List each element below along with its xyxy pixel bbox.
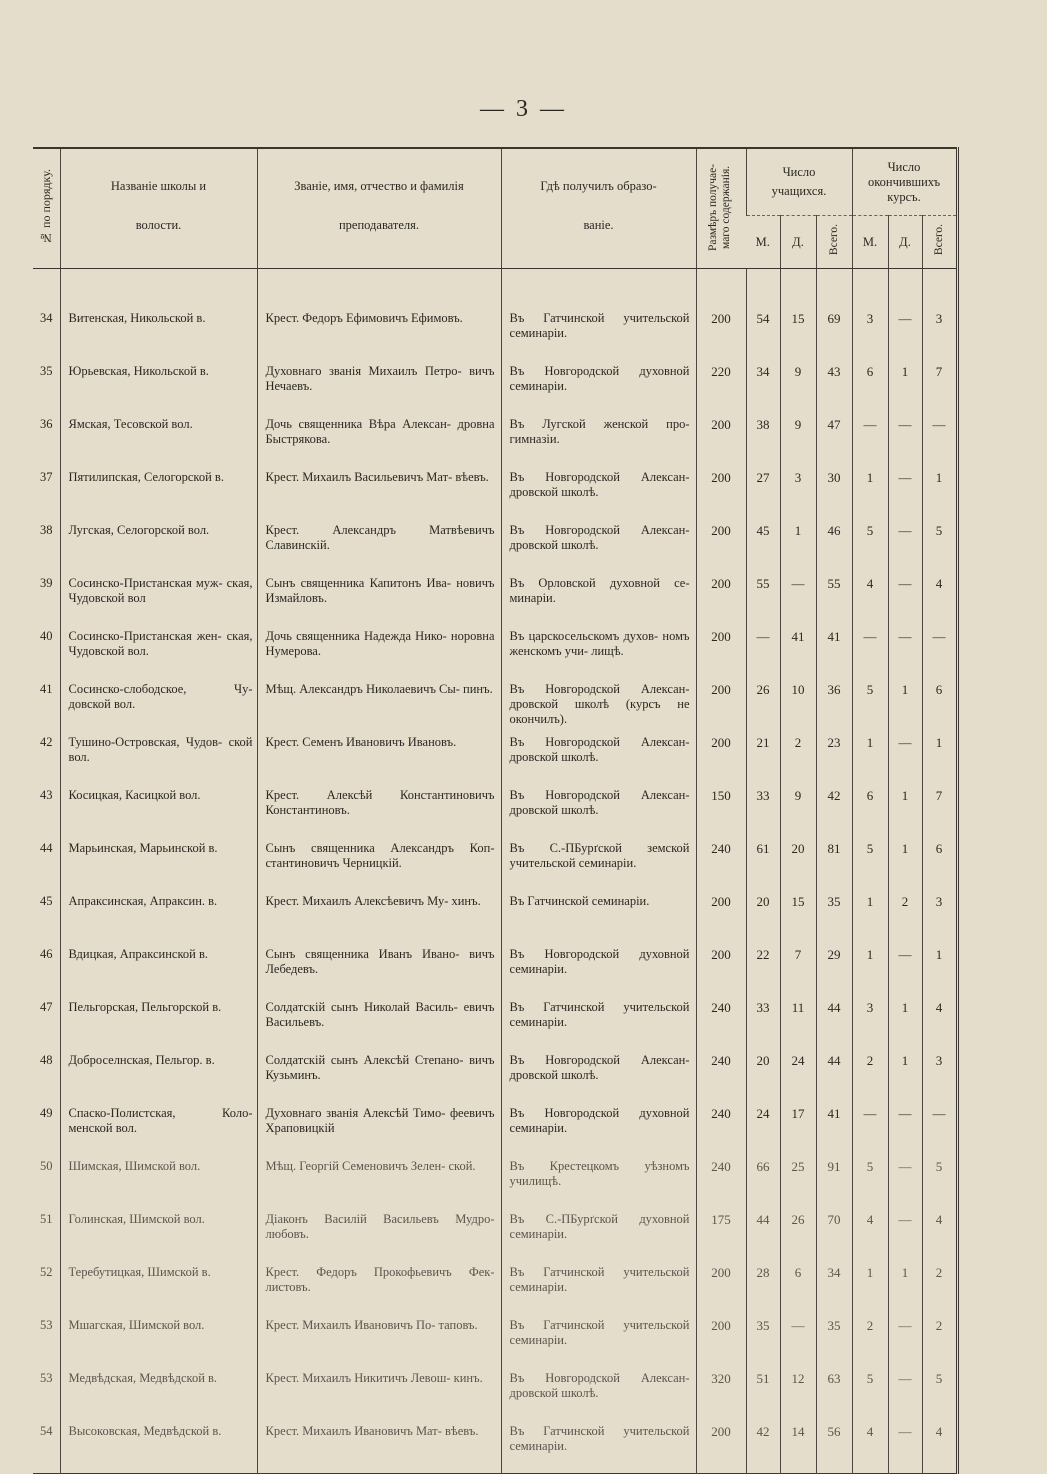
graduates-m: 1 bbox=[852, 1261, 888, 1314]
row-number: 40 bbox=[40, 629, 53, 643]
row-number: 35 bbox=[40, 364, 53, 378]
row-number: 53 bbox=[40, 1371, 53, 1385]
graduates-d: — bbox=[888, 519, 922, 572]
teacher-name: Крест. Михаилъ Васильевичъ Мат- вѣевъ. bbox=[257, 466, 501, 519]
students-total: 41 bbox=[816, 625, 852, 678]
graduates-d: — bbox=[888, 1102, 922, 1155]
school-name: Косицкая, Касицкой вол. bbox=[60, 784, 257, 837]
table-row bbox=[33, 307, 957, 360]
salary: 240 bbox=[696, 1102, 746, 1155]
students-d: 15 bbox=[780, 307, 816, 360]
graduates-d: 1 bbox=[888, 678, 922, 731]
graduates-d: — bbox=[888, 413, 922, 466]
teacher-name: Духовнаго званія Михаилъ Петро- вичъ Нечаевъ. bbox=[257, 360, 501, 413]
header-education bbox=[501, 148, 696, 269]
salary: 200 bbox=[696, 625, 746, 678]
graduates-m: — bbox=[852, 413, 888, 466]
school-name: Марьинская, Марьинской в. bbox=[60, 837, 257, 890]
education: Въ Гатчинской учительской семинаріи. bbox=[501, 996, 696, 1049]
header-students-total: Всего. bbox=[816, 216, 852, 269]
header-number: № по порядку. bbox=[33, 148, 60, 269]
school-name: Теребутицкая, Шимской в. bbox=[60, 1261, 257, 1314]
students-d: 11 bbox=[780, 996, 816, 1049]
row-number: 41 bbox=[40, 682, 53, 696]
table-row bbox=[33, 625, 957, 678]
header-school-line1: Названіе школы и bbox=[110, 179, 207, 193]
teacher-name: Мѣщ. Александръ Николаевичъ Сы- пинъ. bbox=[257, 678, 501, 731]
students-m: 38 bbox=[746, 413, 780, 466]
header-graduates-d: Д. bbox=[888, 216, 922, 269]
school-name: Пельгорская, Пельгорской в. bbox=[60, 996, 257, 1049]
education: Въ Новгородской Алексан- дровской школѣ. bbox=[501, 466, 696, 519]
students-total: 91 bbox=[816, 1155, 852, 1208]
header-teacher-line1: Званіе, имя, отчество и фамилія bbox=[294, 179, 464, 193]
education: Въ Новгородской Алексан- дровской школѣ (курсъ не окончилъ). bbox=[501, 678, 696, 731]
teacher-name: Сынъ священника Александръ Коп- стантиновичъ Черницкій. bbox=[257, 837, 501, 890]
students-d: 6 bbox=[780, 1261, 816, 1314]
row-number: 45 bbox=[40, 894, 53, 908]
school-name: Сосинско-слободское, Чу- довской вол. bbox=[60, 678, 257, 731]
graduates-total: 6 bbox=[922, 837, 957, 890]
graduates-total: 4 bbox=[922, 1420, 957, 1474]
teacher-name: Духовнаго званія Алексѣй Тимо- феевичъ Храповицкій bbox=[257, 1102, 501, 1155]
table-row bbox=[33, 996, 957, 1049]
graduates-d: 1 bbox=[888, 1049, 922, 1102]
table-row bbox=[33, 466, 957, 519]
graduates-total: 3 bbox=[922, 307, 957, 360]
graduates-total: 5 bbox=[922, 1367, 957, 1420]
school-name: Витенская, Никольской в. bbox=[60, 307, 257, 360]
teacher-name: Солдатскій сынъ Николай Василь- евичъ Васильевъ. bbox=[257, 996, 501, 1049]
students-m: 20 bbox=[746, 1049, 780, 1102]
header-graduates-total: Всего. bbox=[922, 216, 957, 269]
table-row bbox=[33, 1420, 957, 1474]
students-m: 27 bbox=[746, 466, 780, 519]
graduates-total: 6 bbox=[922, 678, 957, 731]
table-row bbox=[33, 1155, 957, 1208]
graduates-total: 7 bbox=[922, 360, 957, 413]
graduates-m: 6 bbox=[852, 784, 888, 837]
row-number: 38 bbox=[40, 523, 53, 537]
table-row bbox=[33, 1261, 957, 1314]
teacher-name: Крест. Федоръ Ефимовичъ Ефимовъ. bbox=[257, 307, 501, 360]
students-m: 35 bbox=[746, 1314, 780, 1367]
header-students-line2: учащихся. bbox=[771, 184, 827, 198]
students-m: 26 bbox=[746, 678, 780, 731]
students-total: 44 bbox=[816, 1049, 852, 1102]
graduates-d: — bbox=[888, 1420, 922, 1474]
students-m: 66 bbox=[746, 1155, 780, 1208]
graduates-m: 1 bbox=[852, 466, 888, 519]
schools-table bbox=[33, 147, 959, 1474]
teacher-name: Крест. Михаилъ Ивановичъ По- таповъ. bbox=[257, 1314, 501, 1367]
table-body bbox=[33, 269, 957, 1474]
students-d: 24 bbox=[780, 1049, 816, 1102]
graduates-m: 5 bbox=[852, 678, 888, 731]
students-total: 55 bbox=[816, 572, 852, 625]
students-d: 10 bbox=[780, 678, 816, 731]
salary: 200 bbox=[696, 572, 746, 625]
salary: 175 bbox=[696, 1208, 746, 1261]
graduates-d: 1 bbox=[888, 784, 922, 837]
students-total: 23 bbox=[816, 731, 852, 784]
education: Въ Новгородской Алексан- дровской школѣ. bbox=[501, 519, 696, 572]
students-total: 47 bbox=[816, 413, 852, 466]
school-name: Медвѣдская, Медвѣдской в. bbox=[60, 1367, 257, 1420]
graduates-m: 5 bbox=[852, 1155, 888, 1208]
teacher-name: Крест. Алексѣй Константиновичъ Константиновъ. bbox=[257, 784, 501, 837]
graduates-d: 1 bbox=[888, 996, 922, 1049]
education: Въ Новгородской духовной семинаріи. bbox=[501, 943, 696, 996]
school-name: Апраксинская, Апраксин. в. bbox=[60, 890, 257, 943]
students-total: 63 bbox=[816, 1367, 852, 1420]
row-number: 42 bbox=[40, 735, 53, 749]
salary: 240 bbox=[696, 837, 746, 890]
table-header bbox=[33, 148, 957, 269]
students-m: 55 bbox=[746, 572, 780, 625]
students-d: 3 bbox=[780, 466, 816, 519]
education: Въ Гатчинской учительской семинаріи. bbox=[501, 1420, 696, 1474]
school-name: Лугская, Селогорской вол. bbox=[60, 519, 257, 572]
row-number: 39 bbox=[40, 576, 53, 590]
header-graduates bbox=[852, 148, 957, 216]
header-graduates-line2: окончившихъ bbox=[867, 174, 941, 189]
school-name: Спаско-Полистская, Коло- менской вол. bbox=[60, 1102, 257, 1155]
graduates-m: — bbox=[852, 625, 888, 678]
students-d: 26 bbox=[780, 1208, 816, 1261]
school-name: Вдицкая, Апраксинской в. bbox=[60, 943, 257, 996]
salary: 200 bbox=[696, 413, 746, 466]
students-m: 45 bbox=[746, 519, 780, 572]
row-number: 36 bbox=[40, 417, 53, 431]
graduates-d: — bbox=[888, 1367, 922, 1420]
salary: 220 bbox=[696, 360, 746, 413]
education: Въ Орловской духовной се- минаріи. bbox=[501, 572, 696, 625]
row-number: 43 bbox=[40, 788, 53, 802]
header-teacher-line2: преподавателя. bbox=[338, 218, 420, 232]
students-m: 51 bbox=[746, 1367, 780, 1420]
school-name: Шимская, Шимской вол. bbox=[60, 1155, 257, 1208]
header-spacer-row bbox=[33, 269, 957, 308]
students-m: 33 bbox=[746, 996, 780, 1049]
students-total: 41 bbox=[816, 1102, 852, 1155]
education: Въ Новгородской Алексан- дровской школѣ. bbox=[501, 784, 696, 837]
row-number: 49 bbox=[40, 1106, 53, 1120]
graduates-m: 2 bbox=[852, 1314, 888, 1367]
row-number: 46 bbox=[40, 947, 53, 961]
header-students bbox=[746, 148, 852, 216]
education: Въ Гатчинской учительской семинаріи. bbox=[501, 307, 696, 360]
teacher-name: Крест. Федоръ Прокофьевичъ Фек- листовъ. bbox=[257, 1261, 501, 1314]
page-number: — 3 — bbox=[480, 96, 567, 122]
students-m: 20 bbox=[746, 890, 780, 943]
graduates-d: — bbox=[888, 943, 922, 996]
students-m: 61 bbox=[746, 837, 780, 890]
graduates-m: 2 bbox=[852, 1049, 888, 1102]
table-row bbox=[33, 890, 957, 943]
students-d: 1 bbox=[780, 519, 816, 572]
teacher-name: Крест. Семенъ Ивановичъ Ивановъ. bbox=[257, 731, 501, 784]
salary: 240 bbox=[696, 1155, 746, 1208]
graduates-d: 2 bbox=[888, 890, 922, 943]
row-number: 34 bbox=[40, 311, 53, 325]
row-number: 54 bbox=[40, 1424, 53, 1438]
table-row bbox=[33, 731, 957, 784]
students-total: 56 bbox=[816, 1420, 852, 1474]
teacher-name: Дочь священника Надежда Нико- норовна Нумерова. bbox=[257, 625, 501, 678]
students-d: 25 bbox=[780, 1155, 816, 1208]
header-students-d: Д. bbox=[780, 216, 816, 269]
graduates-d: — bbox=[888, 307, 922, 360]
students-total: 69 bbox=[816, 307, 852, 360]
students-m: 34 bbox=[746, 360, 780, 413]
students-d: 9 bbox=[780, 413, 816, 466]
students-total: 35 bbox=[816, 890, 852, 943]
students-total: 36 bbox=[816, 678, 852, 731]
table-row bbox=[33, 413, 957, 466]
graduates-d: — bbox=[888, 1155, 922, 1208]
teacher-name: Крест. Александръ Матвѣевичъ Славинскій. bbox=[257, 519, 501, 572]
students-m: 33 bbox=[746, 784, 780, 837]
row-number: 47 bbox=[40, 1000, 53, 1014]
header-education-line2: ваніе. bbox=[583, 218, 614, 232]
graduates-total: 4 bbox=[922, 1208, 957, 1261]
students-d: 9 bbox=[780, 784, 816, 837]
students-m: 21 bbox=[746, 731, 780, 784]
graduates-d: — bbox=[888, 731, 922, 784]
students-d: — bbox=[780, 572, 816, 625]
header-students-line1: Число bbox=[782, 165, 816, 179]
students-d: 20 bbox=[780, 837, 816, 890]
graduates-m: 3 bbox=[852, 996, 888, 1049]
table-row bbox=[33, 572, 957, 625]
school-name: Ямская, Тесовской вол. bbox=[60, 413, 257, 466]
row-number: 37 bbox=[40, 470, 53, 484]
education: Въ Гатчинской учительской семинаріи. bbox=[501, 1261, 696, 1314]
graduates-m: 3 bbox=[852, 307, 888, 360]
students-total: 29 bbox=[816, 943, 852, 996]
graduates-total: 3 bbox=[922, 1049, 957, 1102]
header-education-line1: Гдѣ получилъ образо- bbox=[540, 179, 657, 193]
table-row bbox=[33, 1208, 957, 1261]
students-d: 17 bbox=[780, 1102, 816, 1155]
students-d: 2 bbox=[780, 731, 816, 784]
teacher-name: Крест. Михаилъ Никитичъ Левош- кинъ. bbox=[257, 1367, 501, 1420]
teacher-name: Сынъ священника Капитонъ Ива- новичъ Измайловъ. bbox=[257, 572, 501, 625]
salary: 200 bbox=[696, 731, 746, 784]
graduates-total: 1 bbox=[922, 731, 957, 784]
row-number: 50 bbox=[40, 1159, 53, 1173]
students-total: 43 bbox=[816, 360, 852, 413]
table-row bbox=[33, 1049, 957, 1102]
table-row bbox=[33, 784, 957, 837]
graduates-d: — bbox=[888, 1208, 922, 1261]
school-name: Высоковская, Медвѣдской в. bbox=[60, 1420, 257, 1474]
teacher-name: Дочь священника Вѣра Алексан- дровна Быстрякова. bbox=[257, 413, 501, 466]
table-row bbox=[33, 943, 957, 996]
education: Въ Крестецкомъ уѣзномъ училищѣ. bbox=[501, 1155, 696, 1208]
education: Въ царскосельскомъ духов- номъ женскомъ учи- лищѣ. bbox=[501, 625, 696, 678]
row-number: 48 bbox=[40, 1053, 53, 1067]
table-row bbox=[33, 360, 957, 413]
salary: 200 bbox=[696, 519, 746, 572]
graduates-total: 7 bbox=[922, 784, 957, 837]
students-total: 46 bbox=[816, 519, 852, 572]
graduates-m: 6 bbox=[852, 360, 888, 413]
students-d: 41 bbox=[780, 625, 816, 678]
row-number: 52 bbox=[40, 1265, 53, 1279]
graduates-d: — bbox=[888, 466, 922, 519]
salary: 200 bbox=[696, 1314, 746, 1367]
teacher-name: Сынъ священника Иванъ Ивано- вичъ Лебедевъ. bbox=[257, 943, 501, 996]
students-total: 30 bbox=[816, 466, 852, 519]
salary: 320 bbox=[696, 1367, 746, 1420]
graduates-m: 1 bbox=[852, 731, 888, 784]
graduates-m: 4 bbox=[852, 572, 888, 625]
graduates-m: 5 bbox=[852, 837, 888, 890]
teacher-name: Діаконъ Василій Васильевъ Мудро- любовъ. bbox=[257, 1208, 501, 1261]
school-name: Юрьевская, Никольской в. bbox=[60, 360, 257, 413]
graduates-d: — bbox=[888, 625, 922, 678]
graduates-m: 1 bbox=[852, 890, 888, 943]
header-salary: Размѣръ получае- маго содержанія. bbox=[696, 148, 746, 269]
students-total: 81 bbox=[816, 837, 852, 890]
school-name: Доброселнская, Пельгор. в. bbox=[60, 1049, 257, 1102]
graduates-total: 5 bbox=[922, 1155, 957, 1208]
salary: 200 bbox=[696, 466, 746, 519]
education: Въ Гатчинской учительской семинаріи. bbox=[501, 1314, 696, 1367]
students-d: — bbox=[780, 1314, 816, 1367]
school-name: Сосинско-Пристанская жен- ская, Чудовской вол. bbox=[60, 625, 257, 678]
graduates-m: 5 bbox=[852, 1367, 888, 1420]
graduates-d: — bbox=[888, 572, 922, 625]
table-row bbox=[33, 837, 957, 890]
graduates-d: 1 bbox=[888, 1261, 922, 1314]
graduates-total: 3 bbox=[922, 890, 957, 943]
teacher-name: Крест. Михаилъ Ивановичъ Мат- вѣевъ. bbox=[257, 1420, 501, 1474]
salary: 200 bbox=[696, 1261, 746, 1314]
header-school-line2: волости. bbox=[135, 218, 182, 232]
graduates-total: 5 bbox=[922, 519, 957, 572]
graduates-m: 5 bbox=[852, 519, 888, 572]
education: Въ Гатчинской семинаріи. bbox=[501, 890, 696, 943]
students-total: 34 bbox=[816, 1261, 852, 1314]
table-row bbox=[33, 1367, 957, 1420]
education: Въ Новгородской духовной семинаріи. bbox=[501, 360, 696, 413]
school-name: Голинская, Шимской вол. bbox=[60, 1208, 257, 1261]
education: Въ Новгородской Алексан- дровской школѣ. bbox=[501, 1049, 696, 1102]
students-d: 15 bbox=[780, 890, 816, 943]
graduates-total: — bbox=[922, 625, 957, 678]
education: Въ С.-ПБурґской духовной семинаріи. bbox=[501, 1208, 696, 1261]
salary: 200 bbox=[696, 943, 746, 996]
header-teacher bbox=[257, 148, 501, 269]
salary: 200 bbox=[696, 1420, 746, 1474]
teacher-name: Мѣщ. Георгій Семеновичъ Зелен- ской. bbox=[257, 1155, 501, 1208]
students-total: 35 bbox=[816, 1314, 852, 1367]
students-m: 24 bbox=[746, 1102, 780, 1155]
teacher-name: Солдатскій сынъ Алексѣй Степано- вичъ Кузьминъ. bbox=[257, 1049, 501, 1102]
teacher-name: Крест. Михаилъ Алексѣевичъ Му- хинъ. bbox=[257, 890, 501, 943]
graduates-d: 1 bbox=[888, 360, 922, 413]
students-total: 42 bbox=[816, 784, 852, 837]
table-row bbox=[33, 678, 957, 731]
students-d: 9 bbox=[780, 360, 816, 413]
graduates-total: 4 bbox=[922, 572, 957, 625]
table-row bbox=[33, 519, 957, 572]
graduates-total: 2 bbox=[922, 1314, 957, 1367]
students-m: 22 bbox=[746, 943, 780, 996]
students-d: 7 bbox=[780, 943, 816, 996]
students-m: 42 bbox=[746, 1420, 780, 1474]
graduates-m: 1 bbox=[852, 943, 888, 996]
salary: 200 bbox=[696, 307, 746, 360]
table-row bbox=[33, 1102, 957, 1155]
row-number: 53 bbox=[40, 1318, 53, 1332]
salary: 240 bbox=[696, 996, 746, 1049]
students-total: 44 bbox=[816, 996, 852, 1049]
education: Въ Новгородской духовной семинаріи. bbox=[501, 1102, 696, 1155]
salary: 200 bbox=[696, 890, 746, 943]
row-number: 51 bbox=[40, 1212, 53, 1226]
students-m: 28 bbox=[746, 1261, 780, 1314]
graduates-m: 4 bbox=[852, 1420, 888, 1474]
education: Въ Лугской женской про- гимназіи. bbox=[501, 413, 696, 466]
graduates-d: — bbox=[888, 1314, 922, 1367]
school-name: Пятилипская, Селогорской в. bbox=[60, 466, 257, 519]
salary: 240 bbox=[696, 1049, 746, 1102]
school-name: Тушино-Островская, Чудов- ской вол. bbox=[60, 731, 257, 784]
salary: 150 bbox=[696, 784, 746, 837]
table-row bbox=[33, 1314, 957, 1367]
graduates-total: 4 bbox=[922, 996, 957, 1049]
graduates-d: 1 bbox=[888, 837, 922, 890]
graduates-total: — bbox=[922, 413, 957, 466]
graduates-m: 4 bbox=[852, 1208, 888, 1261]
header-students-m: М. bbox=[746, 216, 780, 269]
school-name: Сосинско-Пристанская муж- ская, Чудовской вол bbox=[60, 572, 257, 625]
school-name: Мшагская, Шимской вол. bbox=[60, 1314, 257, 1367]
students-total: 70 bbox=[816, 1208, 852, 1261]
students-m: — bbox=[746, 625, 780, 678]
education: Въ Новгородской Алексан- дровской школѣ. bbox=[501, 1367, 696, 1420]
students-d: 12 bbox=[780, 1367, 816, 1420]
education: Въ С.-ПБурґской земской учительской семинаріи. bbox=[501, 837, 696, 890]
students-m: 44 bbox=[746, 1208, 780, 1261]
header-graduates-line1: Число bbox=[887, 159, 921, 174]
graduates-m: — bbox=[852, 1102, 888, 1155]
header-graduates-line3: курсъ. bbox=[887, 189, 921, 204]
graduates-total: — bbox=[922, 1102, 957, 1155]
row-number: 44 bbox=[40, 841, 53, 855]
header-graduates-m: М. bbox=[852, 216, 888, 269]
students-m: 54 bbox=[746, 307, 780, 360]
graduates-total: 1 bbox=[922, 466, 957, 519]
header-school bbox=[60, 148, 257, 269]
education: Въ Новгородской Алексан- дровской школѣ. bbox=[501, 731, 696, 784]
students-d: 14 bbox=[780, 1420, 816, 1474]
graduates-total: 2 bbox=[922, 1261, 957, 1314]
graduates-total: 1 bbox=[922, 943, 957, 996]
salary: 200 bbox=[696, 678, 746, 731]
